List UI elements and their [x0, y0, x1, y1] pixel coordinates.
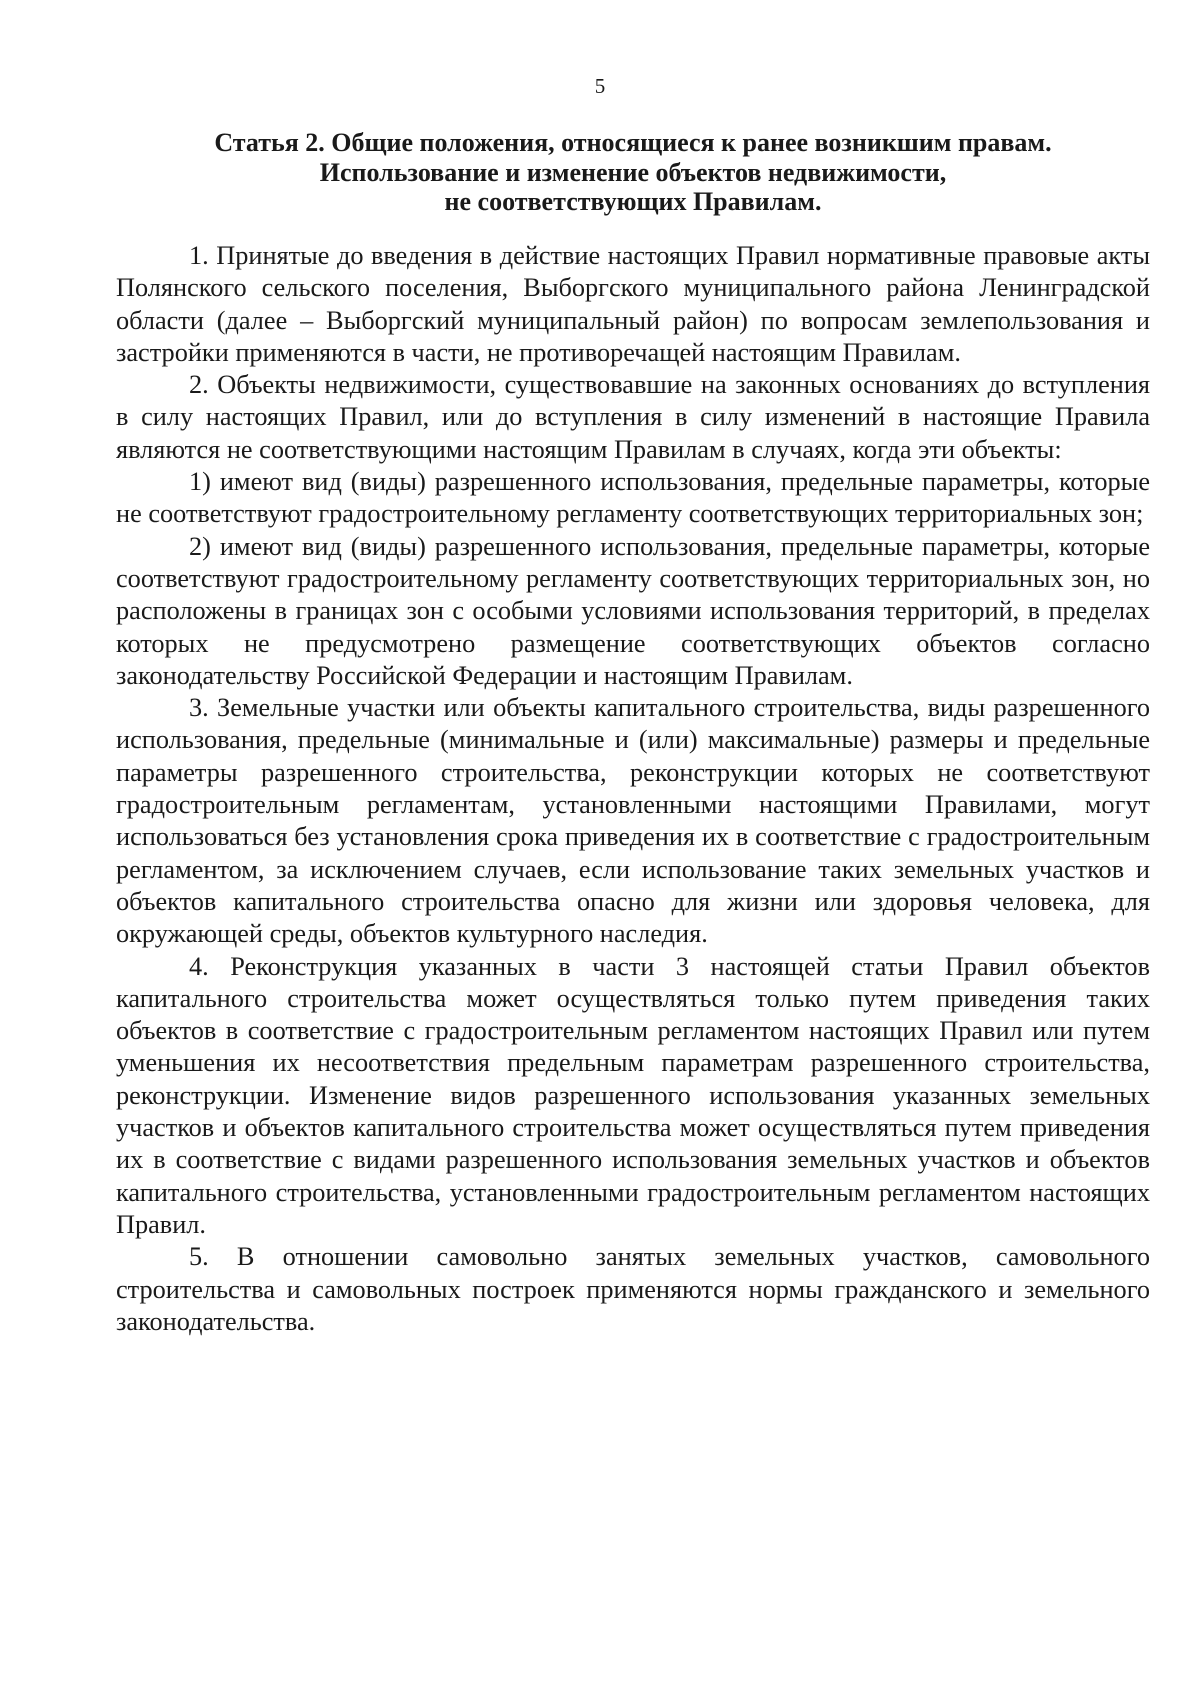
article-heading	[116, 128, 1150, 217]
page-number: 5	[594, 74, 606, 98]
paragraph: 2. Объекты недвижимости, существовавшие на законных основаниях до вступления в силу настоящих Правил, или до вступления в силу изменений в настоящие Правила являются не соответствующими настоящим Правилам в случаях, когда эти объекты:	[116, 370, 1150, 464]
paragraph: 3. Земельные участки или объекты капитального строительства, виды разрешенного использования, предельные (минимальные и (или) максимальные) размеры и предельные параметры разрешенного строительства, реконструкции которых не соответствуют градостроительным регламентам, установленными настоящими Правилами, могут использоваться без установления срока приведения их в соответствие с градостроительным регламентом, за исключением случаев, если использование таких земельных участков и объектов капитального строительства опасно для жизни или здоровья человека, для окружающей среды, объектов культурного наследия.	[116, 693, 1150, 949]
heading-line: Использование и изменение объектов недвижимости,	[319, 157, 947, 187]
paragraph: 1. Принятые до введения в действие настоящих Правил нормативные правовые акты Полянского сельского поселения, Выборгского муниципального района Ленинградской области (далее – Выборгский муниципальный район) по вопросам землепользования и застройки применяются в части, не противоречащей настоящим Правилам.	[116, 241, 1150, 367]
paragraph: 4. Реконструкция указанных в части 3 настоящей статьи Правил объектов капитального строительства может осуществляться только путем приведения таких объектов в соответствие с градостроительным регламентом настоящих Правил или путем уменьшения их несоответствия предельным параметрам разрешенного строительства, реконструкции. Изменение видов разрешенного использования указанных земельных участков и объектов капитального строительства может осуществляться путем приведения их в соответствие с видами разрешенного использования земельных участков и объектов капитального строительства, установленными градостроительным регламентом настоящих Правил.	[116, 951, 1150, 1239]
heading-line: не соответствующих Правилам.	[444, 187, 822, 216]
paragraph: 5. В отношении самовольно занятых земельных участков, самовольного строительства и самовольных построек применяются нормы гражданского и земельного законодательства.	[116, 1242, 1150, 1336]
article-body	[116, 240, 1150, 1338]
paragraph: 1) имеют вид (виды) разрешенного использования, предельные параметры, которые не соответствуют градостроительному регламенту соответствующих территориальных зон;	[116, 467, 1150, 529]
heading-line: Статья 2. Общие положения, относящиеся к ранее возникшим правам.	[214, 128, 1052, 157]
paragraph: 2) имеют вид (виды) разрешенного использования, предельные параметры, которые соответствуют градостроительному регламенту соответствующих территориальных зон, но расположены в границах зон с особыми условиями использования территорий, в пределах которых не предусмотрено размещение соответствующих объектов согласно законодательству Российской Федерации и настоящим Правилам.	[116, 531, 1150, 690]
